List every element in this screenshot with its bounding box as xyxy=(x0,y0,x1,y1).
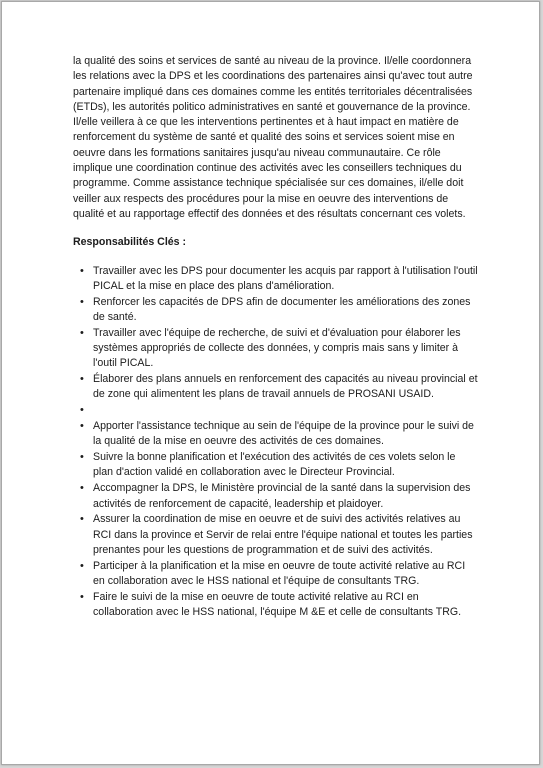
bullet-icon: • xyxy=(80,513,84,526)
responsibility-item xyxy=(80,512,478,558)
responsibility-item xyxy=(80,326,478,372)
bullet-icon: • xyxy=(80,420,84,433)
section-heading: Responsabilités Clés : xyxy=(73,236,187,249)
bullet-icon: • xyxy=(80,295,84,308)
responsibility-item xyxy=(80,481,478,512)
responsibility-item xyxy=(80,295,478,326)
bullet-icon: • xyxy=(80,559,84,572)
bullet-icon: • xyxy=(80,326,84,339)
responsibility-item xyxy=(80,559,478,590)
responsibility-text: Élaborer des plans annuels en renforcement des capacités au niveau provincial et de zone qui alimentent les plans de travail annuels de PROSANI USAID. xyxy=(93,373,478,401)
responsibility-text: Participer à la planification et la mise en oeuvre de toute activité relative au RCI en collaboration avec le HSS national et l'équipe de consultants TRG. xyxy=(93,559,466,587)
responsibility-item xyxy=(80,590,478,621)
responsibility-text: Suivre la bonne planification et l'exécution des activités de ces volets selon le plan d'action validé en collaboration avec le Directeur Provincial. xyxy=(93,451,456,479)
document-body xyxy=(73,54,478,621)
responsibility-item xyxy=(80,403,478,418)
responsibility-item xyxy=(80,450,478,481)
bullet-icon: • xyxy=(80,451,84,464)
responsibility-text: Travailler avec les DPS pour documenter les acquis par rapport à l'utilisation l'outil PICAL et la mise en place des plans d'amélioration. xyxy=(93,264,478,292)
bullet-icon: • xyxy=(80,404,84,417)
intro-paragraph: la qualité des soins et services de santé au niveau de la province. Il/elle coordonnera les relations avec la DPS et les coordinations des partenaires ainsi qu'avec tout autre partenaire impliqué dans ces domaines comme les entités territoriales décentralisées (ETDs), les autorités politico administratives en santé et gouvernance de la province. Il/elle veillera à ce que les interventions pertinentes et à haut impact en matière de renforcement du système de santé et qualité des soins et services soient mise en oeuvre dans les formations sanitaires jusqu'au niveau communautaire. Ce rôle implique une coordination continue des activités avec les conseillers techniques du programme. Comme assistance technique spécialisée sur ces domaines, il/elle doit veiller aux respects des procédures pour la mise en oeuvre des interventions de qualité et au rapportage effectif des données et des résultats concernant ces volets. xyxy=(73,55,473,220)
bullet-icon: • xyxy=(80,590,84,603)
responsibilities-list xyxy=(73,264,478,621)
document-page xyxy=(1,1,540,765)
responsibility-text: Faire le suivi de la mise en oeuvre de toute activité relative au RCI en collaboration avec le HSS national, l'équipe M &E et celle de consultants TRG. xyxy=(93,590,462,619)
responsibility-text: Accompagner la DPS, le Ministère provincial de la santé dans la supervision des activités de renforcement de capacité, leadership et plaidoyer. xyxy=(93,482,471,510)
responsibility-item xyxy=(80,264,478,295)
bullet-icon: • xyxy=(80,264,84,277)
responsibility-text: Apporter l'assistance technique au sein de l'équipe de la province pour le suivi de la qualité de la mise en oeuvre des activités de ces domaines. xyxy=(93,420,474,448)
bullet-icon: • xyxy=(80,373,84,386)
responsibility-text: Renforcer les capacités de DPS afin de documenter les améliorations des zones de santé. xyxy=(93,295,471,323)
bullet-icon: • xyxy=(80,482,84,495)
responsibility-text: Assurer la coordination de mise en oeuvre et de suivi des activités relatives au RCI dans la province et Servir de relai entre l'équipe national et toutes les parties prenantes pour les questions de programmation et de suivi des activités. xyxy=(93,513,473,556)
responsibility-text: Travailler avec l'équipe de recherche, de suivi et d'évaluation pour élaborer les systèmes appropriés de collecte des données, y compris mais sans y limiter à l'outil PICAL. xyxy=(93,326,461,370)
responsibility-item xyxy=(80,372,478,403)
responsibility-item xyxy=(80,419,478,450)
